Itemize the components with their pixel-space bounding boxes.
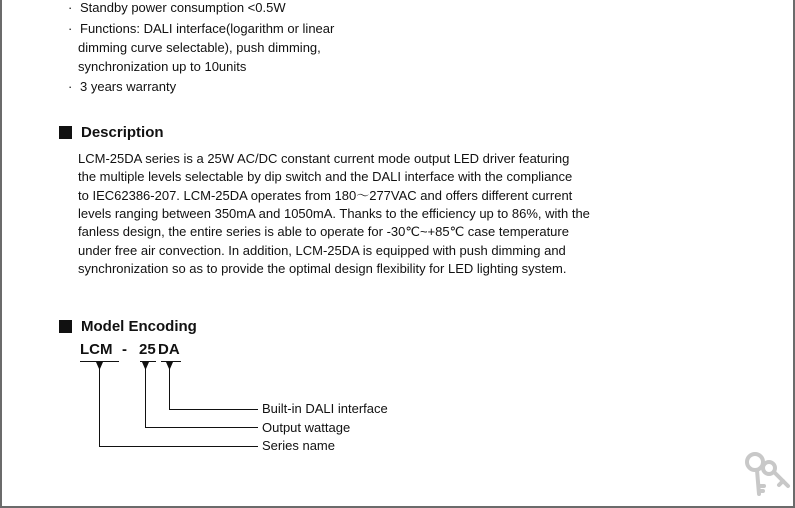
description-line: the multiple levels selectable by dip switch and the DALI interface with the compliance xyxy=(78,169,573,184)
page-border-left xyxy=(0,0,2,508)
series-arrow xyxy=(96,362,103,370)
series-leader xyxy=(100,362,259,447)
label-builtin-dali: Built-in DALI interface xyxy=(262,401,388,416)
label-series-name: Series name xyxy=(262,438,335,453)
description-line: fanless design, the entire series is able to operate for -30℃~+85℃ case temperature xyxy=(78,224,569,239)
wattage-arrow xyxy=(142,362,149,370)
description-title: Description xyxy=(81,124,164,141)
bullet: · xyxy=(68,0,73,15)
keys-icon xyxy=(742,450,792,498)
label-output-wattage: Output wattage xyxy=(262,420,351,435)
wattage-leader xyxy=(146,362,259,428)
feature-functions-line-3: synchronization up to 10units xyxy=(78,59,247,74)
bullet: · xyxy=(68,21,73,36)
model-encoding-title: Model Encoding xyxy=(81,318,197,335)
dali-arrow xyxy=(166,362,173,370)
feature-functions-line-2: dimming curve selectable), push dimming, xyxy=(78,40,321,55)
feature-warranty: 3 years warranty xyxy=(80,79,177,94)
model-code-dash: - xyxy=(122,341,127,358)
dali-leader xyxy=(170,362,259,410)
description-line: synchronization so as to provide the optimal design flexibility for LED lighting system. xyxy=(78,261,567,276)
section-bullet-square xyxy=(59,126,72,139)
feature-functions-line-1: Functions: DALI interface(logarithm or linear xyxy=(80,21,335,36)
section-bullet-square xyxy=(59,320,72,333)
model-code-suffix: DA xyxy=(158,341,180,358)
model-code-wattage: 25 xyxy=(139,341,156,358)
bullet: · xyxy=(68,79,73,94)
description-line: LCM-25DA series is a 25W AC/DC constant current mode output LED driver featuring xyxy=(78,151,570,166)
description-line: to IEC62386-207. LCM-25DA operates from 180～277VAC and offers different current xyxy=(78,188,573,203)
feature-standby: Standby power consumption <0.5W xyxy=(80,0,286,15)
description-line: levels ranging between 350mA and 1050mA. Thanks to the efficiency up to 86%, with the xyxy=(78,206,590,221)
description-line: under free air convection. In addition, LCM-25DA is equipped with push dimming and xyxy=(78,243,566,258)
model-code-prefix: LCM xyxy=(80,341,113,358)
